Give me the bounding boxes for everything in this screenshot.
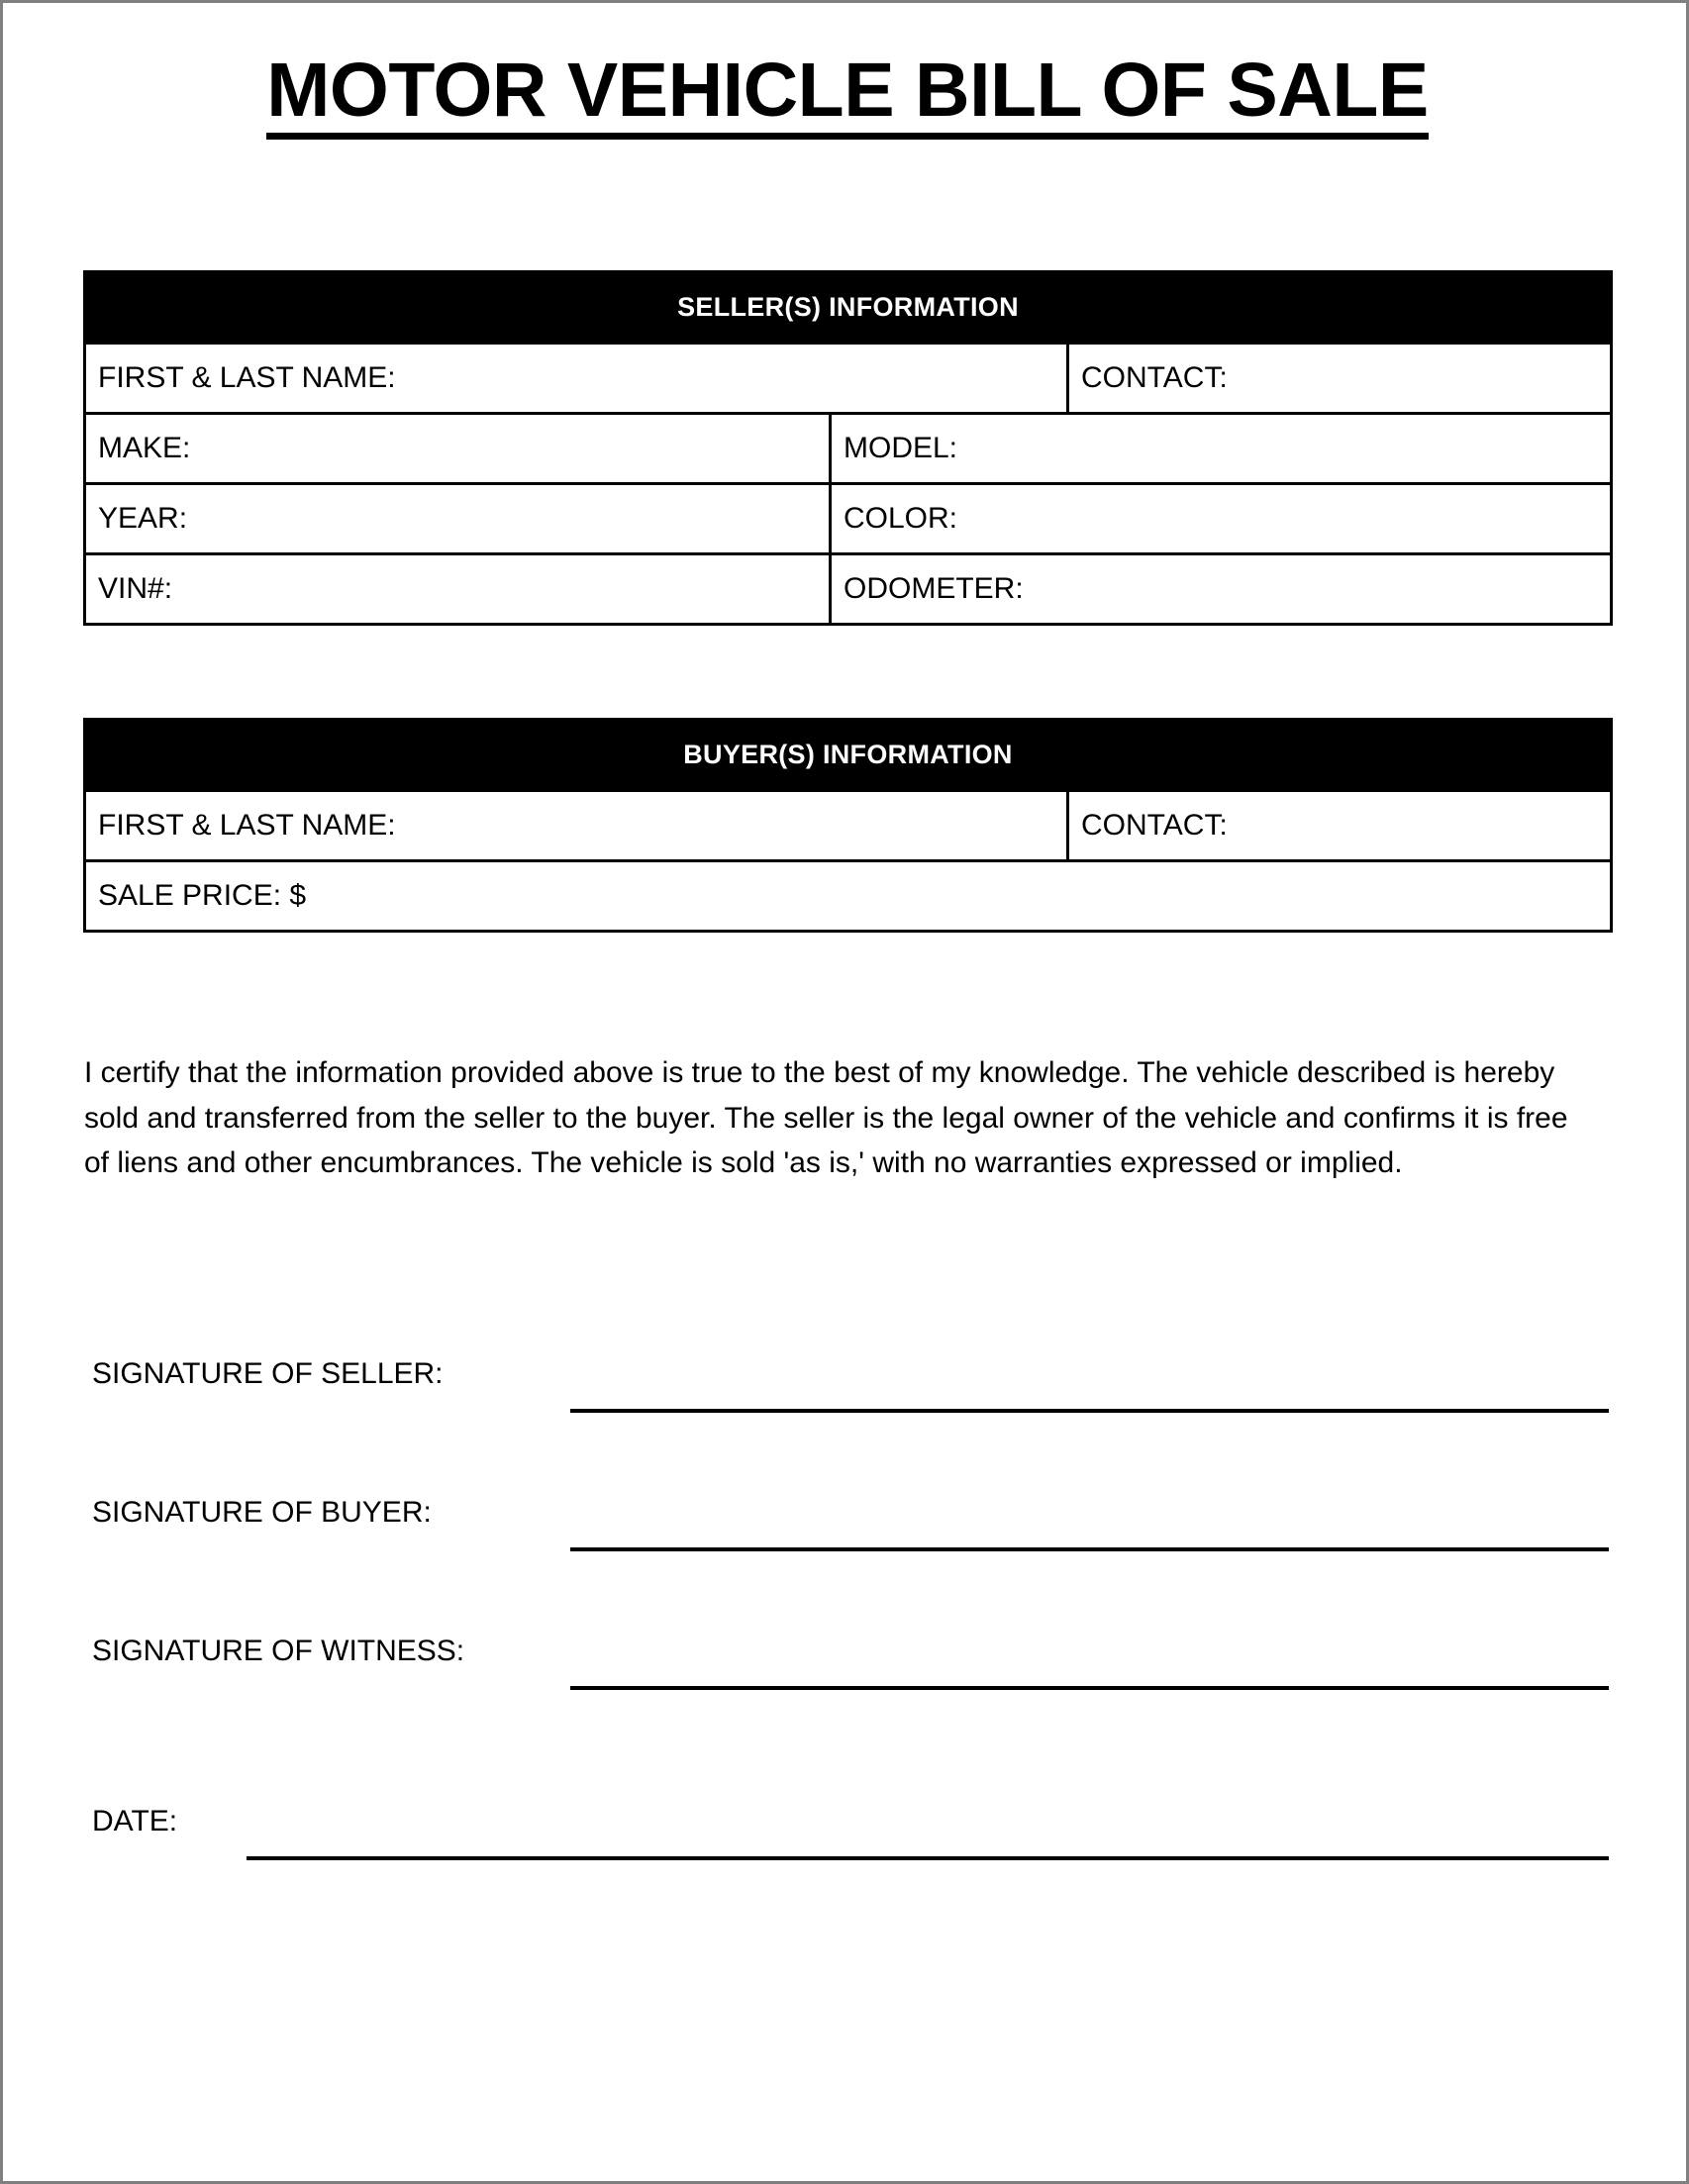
seller-make-label: MAKE:	[98, 432, 191, 464]
buyer-section-header: BUYER(S) INFORMATION	[86, 721, 1610, 789]
signature-row-buyer	[3, 1496, 1689, 1635]
buyer-first-last-name-label: FIRST & LAST NAME:	[98, 809, 396, 842]
seller-contact-label: CONTACT:	[1066, 345, 1610, 412]
seller-vin-label: VIN#:	[98, 572, 173, 605]
seller-year-label: YEAR:	[98, 502, 188, 535]
signature-row-witness	[3, 1635, 1689, 1773]
table-row	[86, 342, 1610, 412]
table-row	[86, 552, 1610, 623]
seller-model-label: MODEL:	[829, 415, 1610, 482]
buyer-information-table	[83, 718, 1613, 933]
signature-row-seller	[3, 1357, 1689, 1496]
signature-of-seller-line[interactable]	[570, 1409, 1609, 1413]
signature-block	[3, 1357, 1689, 1773]
signature-of-witness-label: SIGNATURE OF WITNESS:	[92, 1635, 465, 1667]
seller-section-header: SELLER(S) INFORMATION	[86, 273, 1610, 342]
date-label: DATE:	[92, 1805, 178, 1837]
signature-of-buyer-label: SIGNATURE OF BUYER:	[92, 1496, 432, 1529]
table-row	[86, 412, 1610, 482]
seller-first-last-name-label: FIRST & LAST NAME:	[98, 361, 396, 394]
date-line[interactable]	[247, 1856, 1609, 1860]
table-row	[86, 482, 1610, 552]
seller-odometer-label: ODOMETER:	[829, 555, 1610, 623]
seller-information-table	[83, 270, 1613, 626]
buyer-contact-label: CONTACT:	[1066, 792, 1610, 859]
signature-of-seller-label: SIGNATURE OF SELLER:	[92, 1357, 444, 1390]
sale-price-label: SALE PRICE: $	[98, 879, 307, 912]
seller-color-label: COLOR:	[829, 485, 1610, 552]
date-row	[3, 1805, 1689, 1924]
signature-of-witness-line[interactable]	[570, 1686, 1609, 1690]
certification-text: I certify that the information provided above is true to the best of my knowledge. The vehicle described is hereby sold and transferred from the seller to the buyer. The seller is the legal owner of the vehicle and confirms it is free of liens and other encumbrances. The vehicle is sold 'as is,' with no warranties expressed or implied.	[84, 1056, 1568, 1180]
page-title-container	[3, 50, 1689, 140]
signature-of-buyer-line[interactable]	[570, 1547, 1609, 1551]
page-title: MOTOR VEHICLE BILL OF SALE	[266, 50, 1428, 140]
table-row	[86, 859, 1610, 930]
table-row	[86, 789, 1610, 859]
